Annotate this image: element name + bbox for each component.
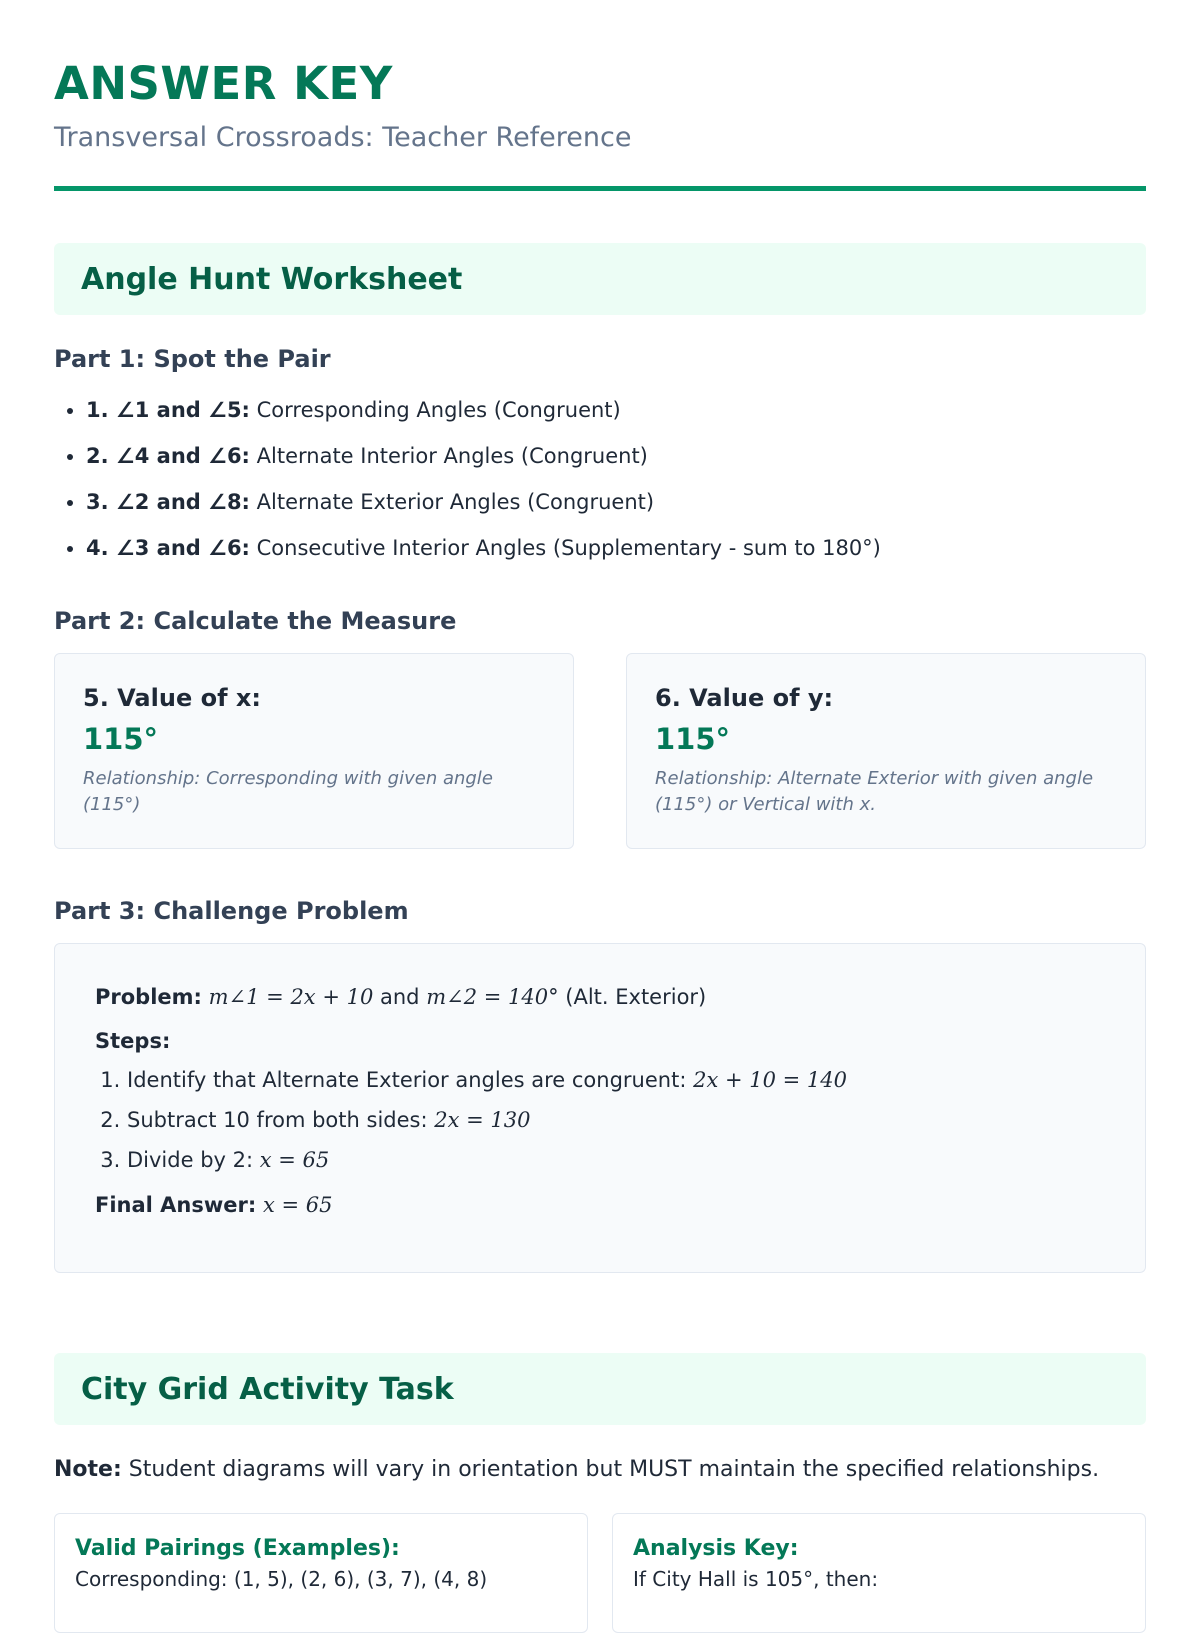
page-header	[54, 0, 1146, 191]
step-text: Divide by 2:	[127, 1148, 260, 1172]
note-line	[54, 1455, 1146, 1485]
part2-block	[54, 607, 1146, 849]
card-value: 115°	[83, 722, 159, 756]
part3-heading: Part 3: Challenge Problem	[54, 897, 409, 925]
problem-label: Problem:	[95, 985, 202, 1009]
final-answer-math: x = 65	[262, 1193, 333, 1217]
part3-block	[54, 897, 1146, 1273]
card-label: 5. Value of x:	[83, 684, 261, 712]
note-text: Student diagrams will vary in orientation but MUST maintain the specified relationships.	[121, 1457, 1100, 1482]
page-title: ANSWER KEY	[54, 57, 393, 110]
final-answer-label: Final Answer:	[95, 1193, 257, 1217]
card-value: 115°	[655, 722, 731, 756]
step-text: Subtract 10 from both sides:	[127, 1108, 435, 1132]
pair-answer: Alternate Exterior Angles (Congruent)	[256, 490, 655, 514]
steps-heading	[95, 1026, 1105, 1056]
list-item	[86, 387, 1146, 433]
problem-conjunction: and	[373, 985, 427, 1009]
steps-label: Steps:	[95, 1029, 171, 1053]
pair-answer: Alternate Interior Angles (Congruent)	[256, 444, 648, 468]
step-math: 2x + 10 = 140	[693, 1068, 847, 1092]
steps-list	[95, 1060, 1105, 1180]
valid-pairings-card	[54, 1513, 588, 1633]
pair-answer: Consecutive Interior Angles (Supplementary - sum to 180°)	[256, 536, 881, 560]
problem-line	[95, 982, 1105, 1012]
step-text: Identify that Alternate Exterior angles are congruent:	[127, 1068, 694, 1092]
part1-heading: Part 1: Spot the Pair	[54, 345, 331, 373]
list-item	[127, 1060, 1105, 1100]
page-subtitle: Transversal Crossroads: Teacher Reference	[54, 122, 632, 153]
pair-label: 3. ∠2 and ∠8:	[86, 490, 250, 514]
list-item	[127, 1140, 1105, 1180]
city-grid-section-header	[54, 1353, 1146, 1425]
problem-equation-1: m∠1 = 2x + 10	[208, 985, 374, 1009]
list-item	[86, 525, 1146, 571]
city-grid-cards	[54, 1513, 1146, 1633]
step-math: x = 65	[259, 1148, 330, 1172]
angle-pair-list	[54, 387, 1146, 571]
card-body: Corresponding: (1, 5), (2, 6), (3, 7), (4, 8)	[75, 1567, 488, 1591]
problem-equation-2: m∠2 = 140°	[426, 985, 559, 1009]
angle-hunt-section-header	[54, 243, 1146, 315]
list-item	[86, 433, 1146, 479]
analysis-key-card	[612, 1513, 1146, 1633]
challenge-box	[54, 943, 1146, 1273]
section-title: Angle Hunt Worksheet	[81, 261, 463, 297]
value-y-card	[626, 653, 1146, 849]
note-label: Note:	[54, 1457, 122, 1482]
card-label: 6. Value of y:	[655, 684, 834, 712]
measure-cards	[54, 653, 1146, 849]
pair-label: 4. ∠3 and ∠6:	[86, 536, 250, 560]
section-title: City Grid Activity Task	[81, 1371, 454, 1407]
pair-label: 1. ∠1 and ∠5:	[86, 398, 250, 422]
card-body: If City Hall is 105°, then:	[633, 1567, 879, 1591]
card-heading: Valid Pairings (Examples):	[75, 1536, 400, 1561]
list-item	[127, 1100, 1105, 1140]
problem-tail: (Alt. Exterior)	[558, 985, 707, 1009]
card-heading: Analysis Key:	[633, 1536, 799, 1561]
pair-answer: Corresponding Angles (Congruent)	[256, 398, 621, 422]
header-divider	[54, 186, 1146, 191]
step-math: 2x = 130	[434, 1108, 531, 1132]
part1-block	[54, 345, 1146, 571]
card-note: Relationship: Alternate Exterior with given angle (115°) or Vertical with x.	[655, 768, 1094, 815]
part2-heading: Part 2: Calculate the Measure	[54, 607, 457, 635]
list-item	[86, 479, 1146, 525]
pair-label: 2. ∠4 and ∠6:	[86, 444, 250, 468]
value-x-card	[54, 653, 574, 849]
final-answer-line	[95, 1190, 1105, 1220]
card-note: Relationship: Corresponding with given angle (115°)	[83, 768, 493, 815]
